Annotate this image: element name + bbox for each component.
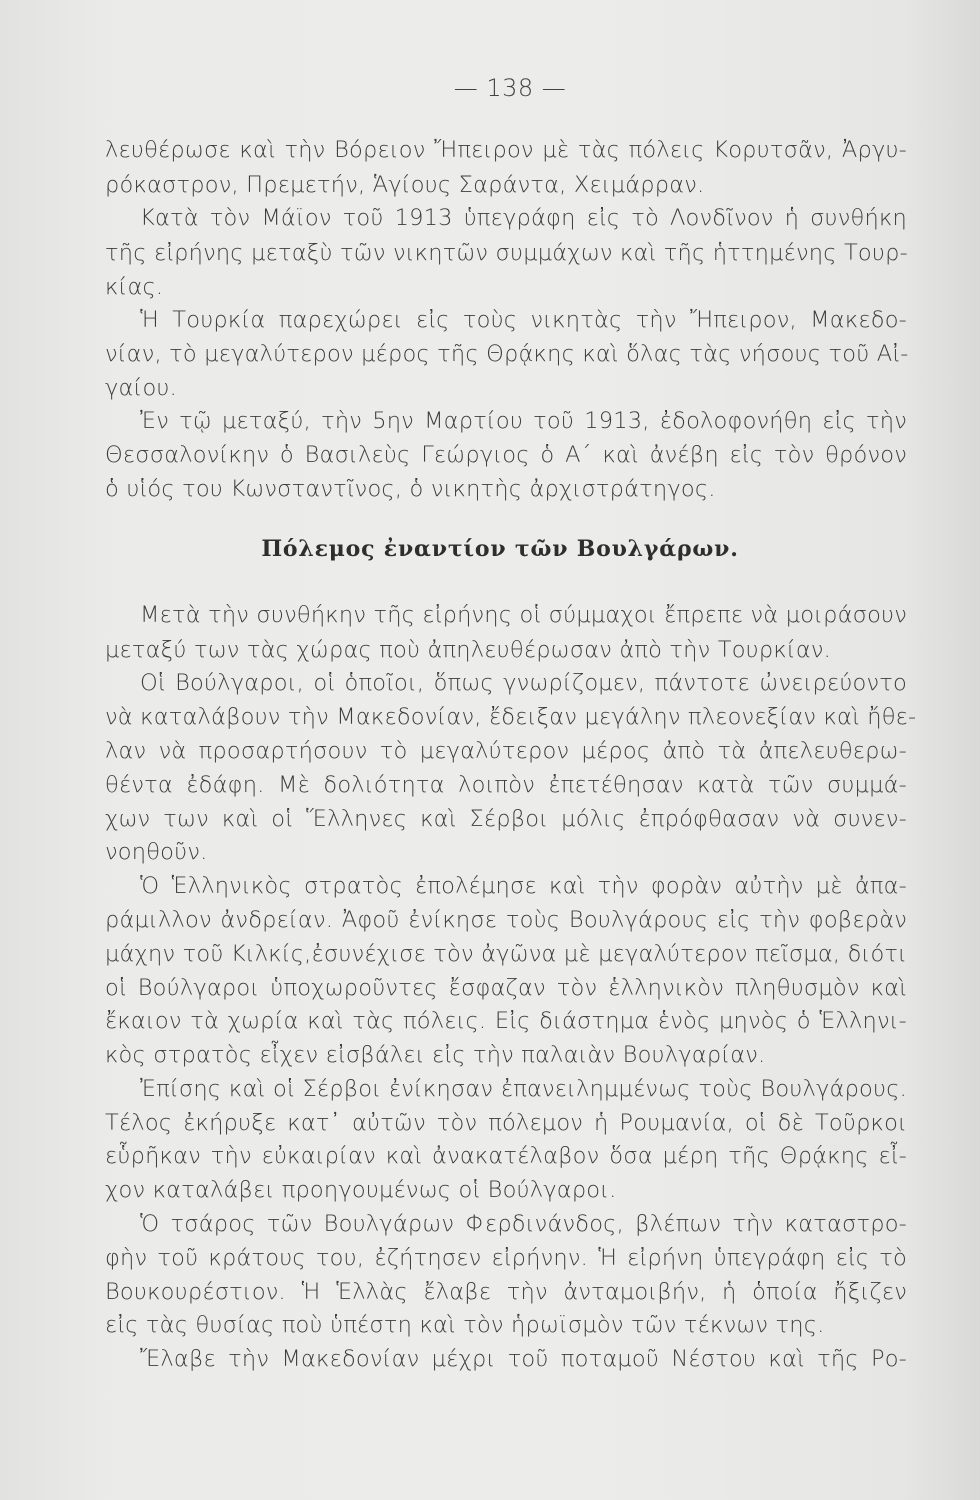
text-line: ὁ υἱός του Κωνσταντῖνος, ὁ νικητὴς ἀρχιστράτηγος. — [105, 476, 716, 502]
text-line: μεταξύ των τὰς χώρας ποὺ ἀπηλευθέρωσαν ἀπὸ τὴν Τουρκίαν. — [105, 637, 831, 663]
text-line: κίας. — [105, 274, 164, 300]
text-line: κὸς στρατὸς εἶχεν εἰσβάλει εἰς τὴν παλαιὰν Βουλγαρίαν. — [105, 1042, 766, 1068]
text-line: οἱ Βούλγαροι ὑποχωροῦντες ἔσφαζαν τὸν ἑλληνικὸν πληθυσμὸν καὶ — [105, 975, 907, 1001]
text-line: Μετὰ τὴν συνθήκην τῆς εἰρήνης οἱ σύμμαχοι ἔπρεπε νὰ μοιράσουν — [140, 602, 908, 628]
text-line: μάχην τοῦ Κιλκίς,ἐσυνέχισε τὸν ἀγῶνα μὲ μεγαλύτερον πεῖσμα, διότι — [105, 941, 908, 967]
text-line: Ἐν τῷ μεταξύ, τὴν 5ην Μαρτίου τοῦ 1913, ἐδολοφονήθη εἰς τὴν — [140, 408, 907, 434]
text-line: νοηθοῦν. — [105, 839, 208, 865]
text-line: εἰς τὰς θυσίας ποὺ ὑπέστη καὶ τὸν ἡρωϊσμὸν τῶν τέκνων της. — [105, 1312, 825, 1338]
text-line: Ἡ Τουρκία παρεχώρει εἰς τοὺς νικητὰς τὴν Ἤπειρον, Μακεδο- — [140, 307, 907, 333]
text-line: τῆς εἰρήνης μεταξὺ τῶν νικητῶν συμμάχων καὶ τῆς ἡττημένης Τουρ- — [105, 240, 908, 266]
text-line: εὗρῆκαν τὴν εὐκαιρίαν καὶ ἀνακατέλαβον ὅσα μέρη τῆς Θρᾴκης εἶ- — [105, 1143, 907, 1169]
text-line: χον καταλάβει προηγουμένως οἱ Βούλγαροι. — [105, 1177, 617, 1203]
text-line: Θεσσαλονίκην ὁ Βασιλεὺς Γεώργιος ὁ Α΄ καὶ ἀνέβη εἰς τὸν θρόνον — [105, 442, 907, 468]
text-line: ἔκαιον τὰ χωρία καὶ τὰς πόλεις. Εἰς διάστημα ἑνὸς μηνὸς ὁ Ἑλληνι- — [105, 1008, 907, 1034]
text-line: λαν νὰ προσαρτήσουν τὸ μεγαλύτερον μέρος ἀπὸ τὰ ἀπελευθερω- — [105, 738, 907, 764]
text-line: νὰ καταλάβουν τὴν Μακεδονίαν, ἔδειξαν μεγάλην πλεονεξίαν καὶ ἤθε- — [105, 704, 917, 730]
text-line: Ἔλαβε τὴν Μακεδονίαν μέχρι τοῦ ποταμοῦ Νέστου καὶ τῆς Ρο- — [140, 1346, 907, 1372]
text-line: θέντα ἐδάφη. Μὲ δολιότητα λοιπὸν ἐπετέθησαν κατὰ τῶν συμμά- — [105, 772, 907, 798]
text-line: χων των καὶ οἱ Ἕλληνες καὶ Σέρβοι μόλις ἐπρόφθασαν νὰ συνεν- — [105, 806, 907, 832]
text-line: ράμιλλον ἀνδρείαν. Ἀφοῦ ἐνίκησε τοὺς Βουλγάρους εἰς τὴν φοβερὰν — [105, 907, 907, 933]
text-line: Οἱ Βούλγαροι, οἱ ὁποῖοι, ὅπως γνωρίζομεν, πάντοτε ὠνειρεύοντο — [140, 670, 907, 696]
text-line: Κατὰ τὸν Μάϊον τοῦ 1913 ὑπεγράφη εἰς τὸ Λονδῖνον ἡ συνθήκη — [140, 205, 907, 231]
text-line: ρόκαστρον, Πρεμετήν, Ἁγίους Σαράντα, Χειμάρραν. — [105, 172, 705, 198]
text-line: Ἐπίσης καὶ οἱ Σέρβοι ἐνίκησαν ἐπανειλημμένως τοὺς Βουλγάρους. — [140, 1076, 907, 1102]
text-line: Ὁ Ἑλληνικὸς στρατὸς ἐπολέμησε καὶ τὴν φορὰν αὐτὴν μὲ ἀπα- — [140, 873, 907, 899]
page-number: — 138 — — [453, 74, 567, 102]
text-line: Τέλος ἐκήρυξε κατ᾽ αὐτῶν τὸν πόλεμον ἡ Ρουμανία, οἱ δὲ Τοῦρκοι — [105, 1110, 907, 1136]
section-heading: Πόλεμος ἐναντίον τῶν Βουλγάρων. — [261, 536, 739, 562]
text-line: γαίου. — [105, 375, 177, 401]
text-line: Βουκουρέστιον. Ἡ Ἑλλὰς ἔλαβε τὴν ἀνταμοιβήν, ἡ ὁποία ἤξιζεν — [105, 1279, 907, 1305]
text-line: νίαν, τὸ μεγαλύτερον μέρος τῆς Θρᾴκης καὶ ὅλας τὰς νήσους τοῦ Αἰ- — [105, 341, 909, 367]
text-line: φὴν τοῦ κράτους του, ἐζήτησεν εἰρήνην. Ἡ εἰρήνη ὑπεγράφη εἰς τὸ — [105, 1245, 907, 1271]
text-line: Ὁ τσάρος τῶν Βουλγάρων Φερδινάνδος, βλέπων τὴν καταστρο- — [140, 1211, 907, 1237]
text-line: λευθέρωσε καὶ τὴν Βόρειον Ἤπειρον μὲ τὰς πόλεις Κορυτσᾶν, Ἀργυ- — [105, 137, 907, 163]
